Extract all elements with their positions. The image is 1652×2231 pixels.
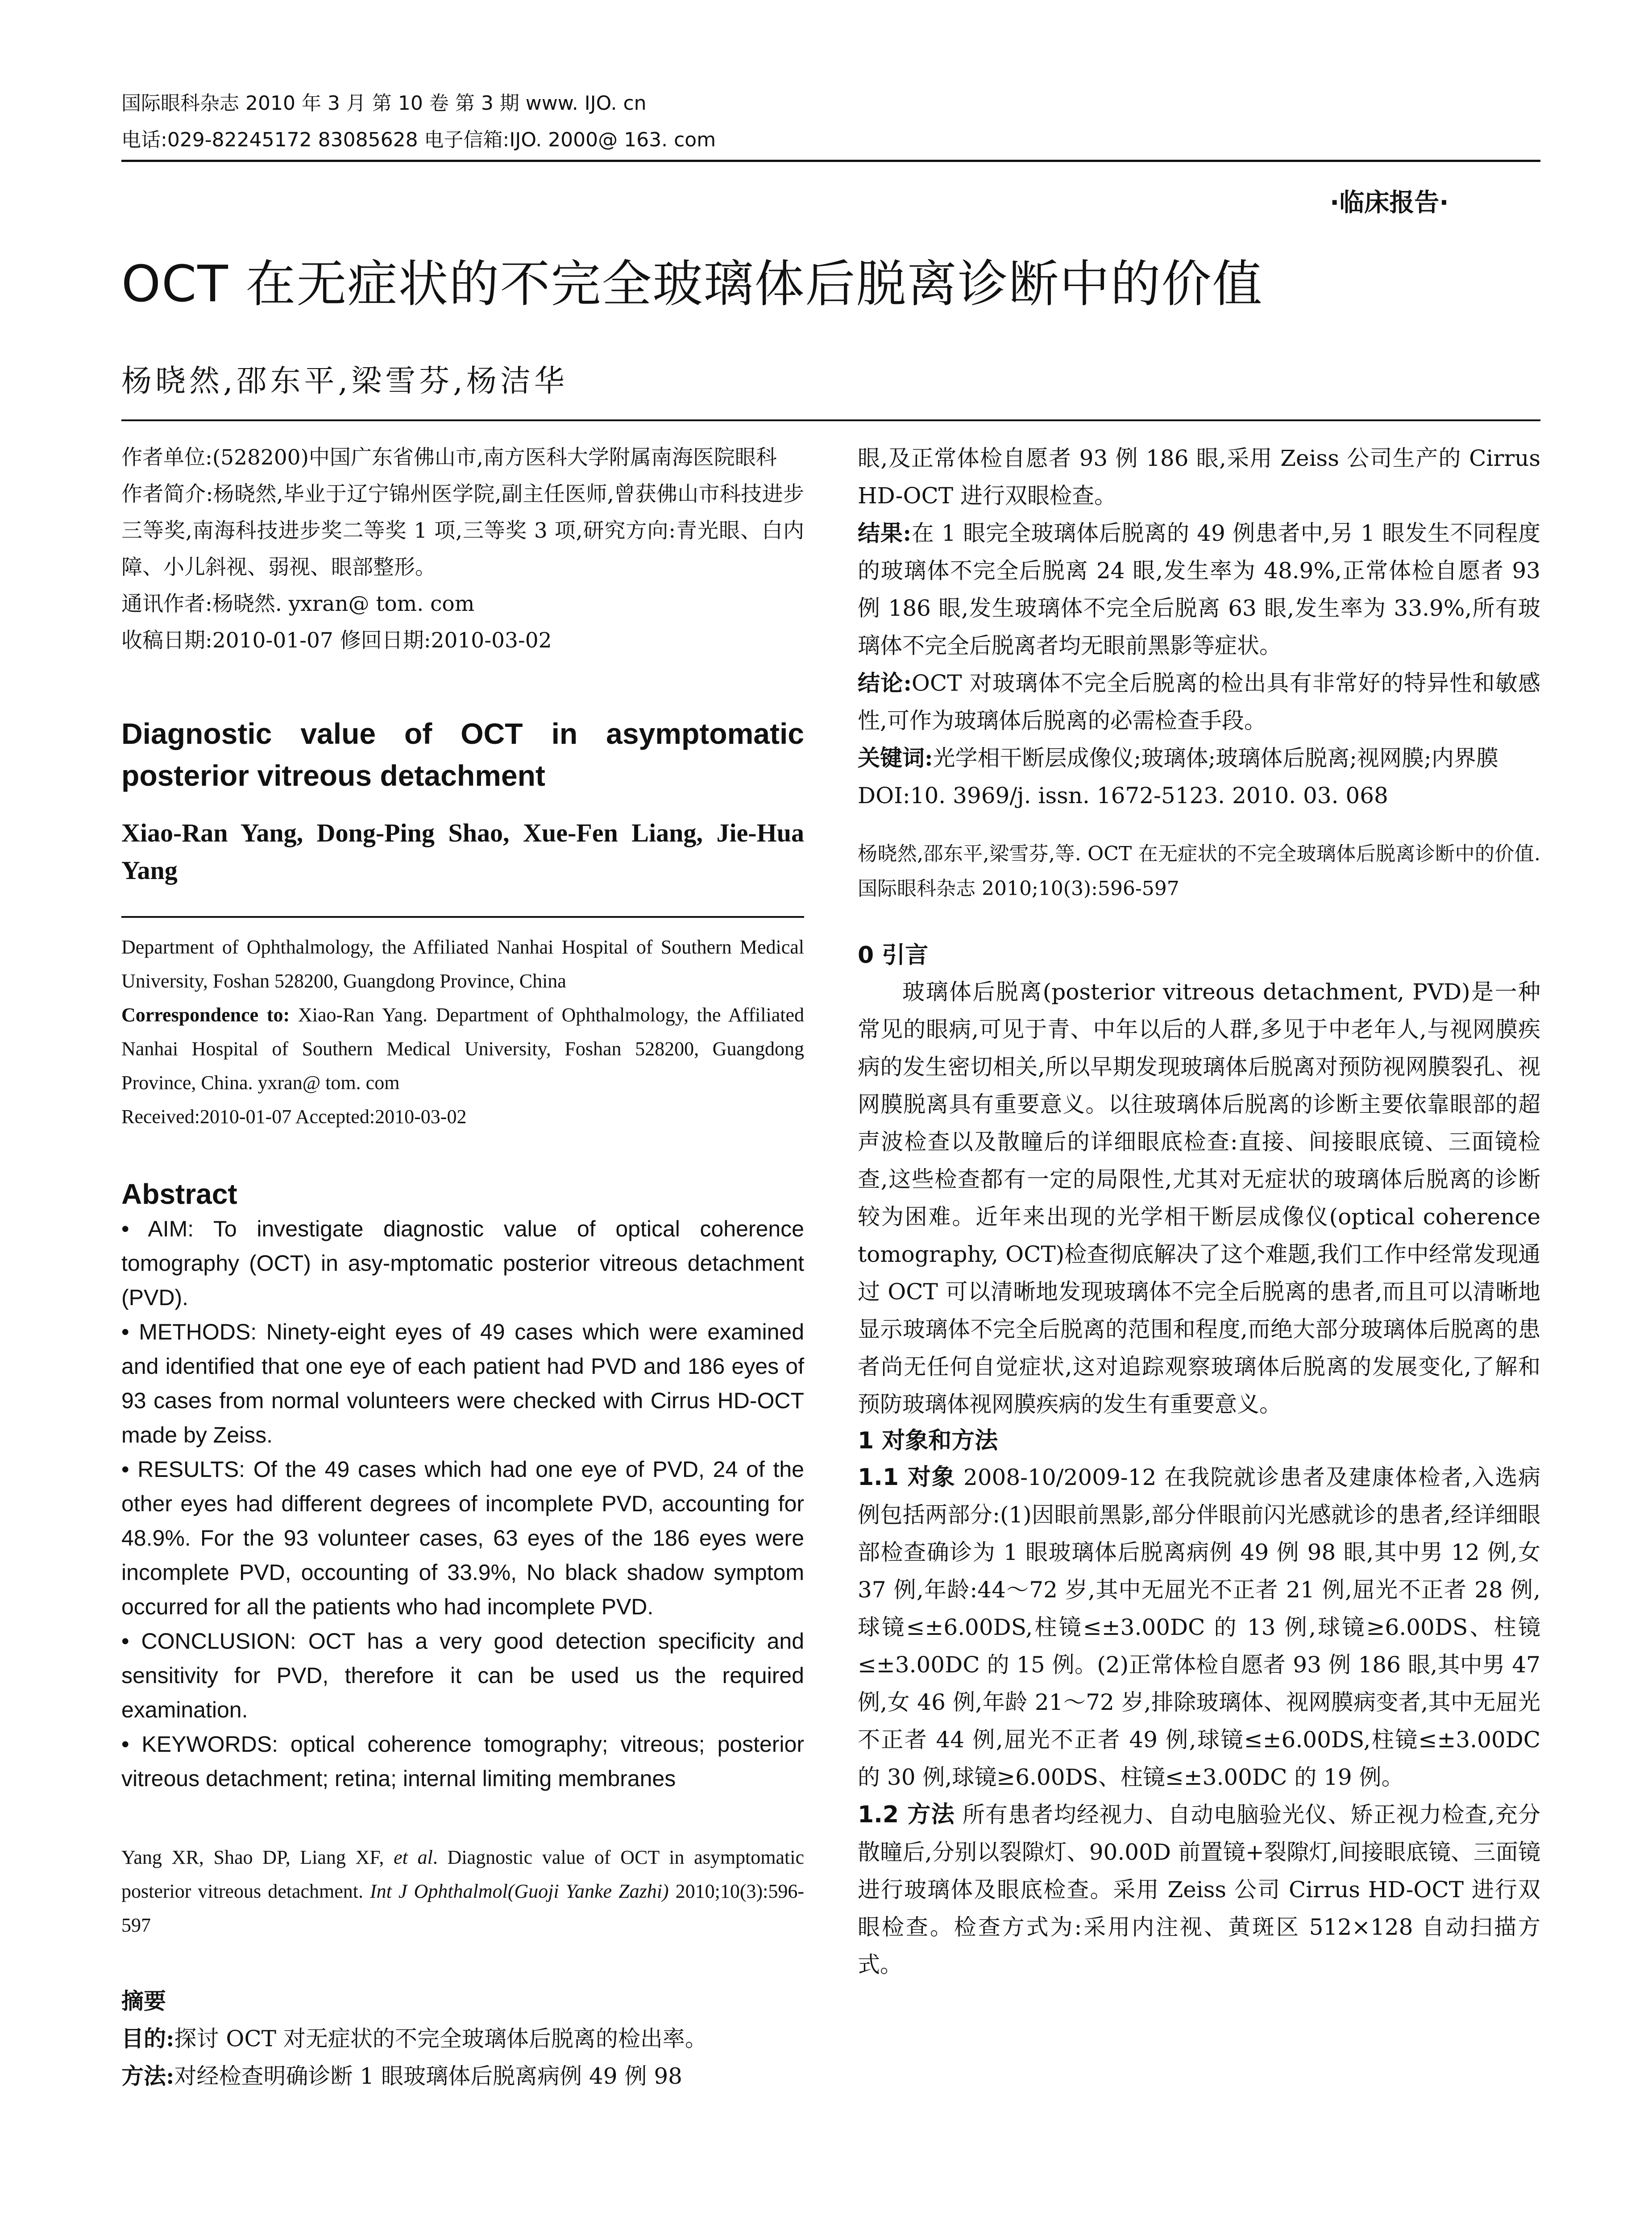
header-rule [121, 160, 1540, 162]
abstract-aim: • AIM: To investigate diagnostic value of optical coherence tomography (OCT) in asy-mptomatic posterior vitreous detachment (PVD). [121, 1216, 804, 1310]
keywords-label: 关键词: [858, 745, 933, 771]
correspondence-label: Correspondence to: [121, 1004, 290, 1026]
zhaiyao-methods [121, 2057, 804, 2095]
abstract-cn-continued [858, 440, 1540, 814]
subjects-text: 2008-10/2009-12 在我院就诊患者及建康体检者,入选病例包括两部分:(1)因眼前黑影,部分伴眼前闪光感就诊的患者,经详细眼部检查确诊为 1 眼玻璃体后脱离病例 49 例 98 眼,其中男 12 例,女 37 例,年龄:44～72 岁,其中无屈光不正者 21 例,屈光不正者 28 例,球镜≤±6.00DS,柱镜≤±3.00DC 的 13 例,球镜≥6.00DS、柱镜≤±3.00DC 的 15 例。(2)正常体检自愿者 93 例 186 眼,其中男 47 例,女 46 例,年龄 21～72 岁,排除玻璃体、视网膜病变者,其中无屈光不正者 44 例,屈光不正者 49 例,球镜≤±6.00DS,柱镜≤±3.00DC 的 30 例,球镜≥6.00DS、柱镜≤±3.00DC 的 19 例。 [858, 1464, 1540, 1790]
citation-cn: 杨晓然,邵东平,梁雪芬,等. OCT 在无症状的不完全玻璃体后脱离诊断中的价值. 国际眼科杂志 2010;10(3):596-597 [858, 842, 1540, 900]
results-cn [858, 514, 1540, 664]
journal-header-line1: 国际眼科杂志 2010 年 3 月 第 10 卷 第 3 期 www. IJO. cn [121, 92, 647, 115]
journal-header-line2: 电话:029-82245172 83085628 电子信箱:IJO. 2000@ 163. com [121, 129, 716, 151]
abstract-heading: Abstract [121, 1178, 237, 1210]
aim-text: 探讨 OCT 对无症状的不完全玻璃体后脱离的检出率。 [174, 2026, 707, 2052]
authors-cn: 杨晓然,邵东平,梁雪芬,杨洁华 [121, 364, 568, 399]
methods-cn-continued: 眼,及正常体检自愿者 93 例 186 眼,采用 Zeiss 公司生产的 Cirrus HD-OCT 进行双眼检查。 [858, 445, 1540, 509]
methods-section [858, 1796, 1540, 1983]
subjects-label: 1.1 对象 [858, 1464, 956, 1491]
article-title: OCT 在无症状的不完全玻璃体后脱离诊断中的价值 [121, 255, 1263, 313]
conclusion-cn [858, 664, 1540, 739]
abstract-body [121, 1212, 804, 1796]
zhaiyao-aim [121, 2020, 804, 2057]
method-text: 所有患者均经视力、自动电脑验光仪、矫正视力检查,充分散瞳后,分别以裂隙灯、90.00D 前置镜+裂隙灯,间接眼底镜、三面镜进行玻璃体及眼底检查。采用 Zeiss 公司 Cirrus HD-OCT 进行双眼检查。检查方式为:采用内注视、黄斑区 512×128 自动扫描方式。 [858, 1802, 1540, 1978]
citation-en [121, 1841, 804, 1942]
intro-text: 玻璃体后脱离(posterior vitreous detachment, PVD)是一种常见的眼病,可见于青、中年以后的人群,多见于中老年人,与视网膜疾病的发生密切相关,所以早期发现玻璃体后脱离对预防视网膜裂孔、视网膜脱离具有重要意义。以往玻璃体后脱离的诊断主要依靠眼部的超声波检查以及散瞳后的详细眼底检查:直接、间接眼底镜、三面镜检查,这些检查都有一定的局限性,尤其对无症状的玻璃体后脱离的诊断较为困难。近年来出现的光学相干断层成像仪(optical coherence tomography, OCT)检查彻底解决了这个难题,我们工作中经常发现通过 OCT 可以清晰地发现玻璃体不完全后脱离的患者,而且可以清晰地显示玻璃体不完全后脱离的范围和程度,而绝大部分玻璃体后脱离的患者尚无任何自觉症状,这对追踪观察玻璃体后脱离的发展变化,了解和预防玻璃体视网膜疾病的发生有重要意义。 [858, 979, 1540, 1417]
citation-en-etal: et al [394, 1846, 433, 1868]
affiliation-cn: 作者单位:(528200)中国广东省佛山市,南方医科大学附属南海医院眼科 [121, 445, 777, 470]
zhaiyao-section [121, 1982, 804, 2095]
intro-heading: 0 引言 [858, 942, 929, 969]
zhaiyao-heading: 摘要 [121, 1988, 166, 2014]
english-title: Diagnostic value of OCT in asymptomatic posterior vitreous detachment [121, 717, 804, 792]
citation-en-authors: Yang XR, Shao DP, Liang XF, [121, 1846, 394, 1868]
correspondence-cn: 通讯作者:杨晓然. yxran@ tom. com [121, 592, 475, 616]
english-rule [121, 916, 804, 918]
abstract-keywords: • KEYWORDS: optical coherence tomography; vitreous; posterior vitreous detachment; retina; internal limiting membranes [121, 1732, 804, 1791]
method-label: 1.2 方法 [858, 1801, 955, 1828]
results-text: 在 1 眼完全玻璃体后脱离的 49 例患者中,另 1 眼发生不同程度的玻璃体不完全后脱离 24 眼,发生率为 48.9%,正常体检自愿者 93 例 186 眼,发生玻璃体不完全后脱离 63 眼,发生率为 33.9%,所有玻璃体不完全后脱离者均无眼前黑影等症状。 [858, 520, 1540, 659]
abstract-methods: • METHODS: Ninety-eight eyes of 49 cases which were examined and identified that one eye of each patient had PVD and 186 eyes of 93 cases from normal volunteers were checked with Cirrus HD-OCT made by Zeiss. [121, 1319, 804, 1447]
english-authors: Xiao-Ran Yang, Dong-Ping Shao, Xue-Fen Liang, Jie-Hua Yang [121, 818, 804, 885]
correspondence-en [121, 998, 804, 1100]
abstract-results: • RESULTS: Of the 49 cases which had one eye of PVD, 24 of the other eyes had different degrees of incomplete PVD, accounting for 48.9%. For the 93 volunteer cases, 63 eyes of the 186 eyes were incomplete PVD, occounting of 33.9%, No black shadow symptom occurred for all the patients who had incomplete PVD. [121, 1457, 804, 1619]
citation-en-volume: 2010;10(3):596-597 [121, 1880, 805, 1936]
right-column [858, 440, 1540, 1983]
methods-label: 方法: [121, 2063, 174, 2089]
keywords-cn [858, 739, 1540, 777]
keywords-text: 光学相干断层成像仪;玻璃体;玻璃体后脱离;视网膜;内界膜 [933, 745, 1498, 771]
department-en: Department of Ophthalmology, the Affiliated Nanhai Hospital of Southern Medical University, Foshan 528200, Guangdong Province, China [121, 936, 804, 992]
doi: DOI:10. 3969/j. issn. 1672-5123. 2010. 03. 068 [858, 783, 1388, 809]
received-dates-cn: 收稿日期:2010-01-07 修回日期:2010-03-02 [121, 628, 552, 653]
correspondence-text: Xiao-Ran Yang. Department of Ophthalmology, the Affiliated Nanhai Hospital of Southern Medical University, Foshan 528200, Guangdong Province, China. yxran@ tom. com [121, 1004, 804, 1094]
methods-heading: 1 对象和方法 [858, 1427, 998, 1454]
title-rule [121, 419, 1540, 421]
conclusion-label: 结论: [858, 670, 912, 696]
section-label: ·临床报告· [1330, 188, 1449, 217]
author-bio-cn: 作者简介:杨晓然,毕业于辽宁锦州医学院,副主任医师,曾获佛山市科技进步三等奖,南海科技进步奖二等奖 1 项,三等奖 3 项,研究方向:青光眼、白内障、小儿斜视、弱视、眼部整形。 [121, 482, 804, 580]
citation-en-journal: Int J Ophthalmol(Guoji Yanke Zazhi) [370, 1880, 669, 1902]
methods-text: 对经检查明确诊断 1 眼玻璃体后脱离病例 49 例 98 [174, 2063, 682, 2089]
abstract-conclusion: • CONCLUSION: OCT has a very good detection specificity and sensitivity for PVD, therefore it can be used us the required examination. [121, 1629, 804, 1722]
received-accepted-en: Received:2010-01-07 Accepted:2010-03-02 [121, 1106, 467, 1128]
results-label: 结果: [858, 520, 911, 546]
conclusion-text: OCT 对玻璃体不完全后脱离的检出具有非常好的特异性和敏感性,可作为玻璃体后脱离的必需检查手段。 [858, 670, 1540, 734]
aim-label: 目的: [121, 2025, 174, 2052]
left-column [121, 440, 804, 2095]
citation-en-title: . Diagnostic value of OCT in asymptomatic posterior vitreous detachment. [121, 1846, 805, 1902]
subjects-section [858, 1459, 1540, 1796]
